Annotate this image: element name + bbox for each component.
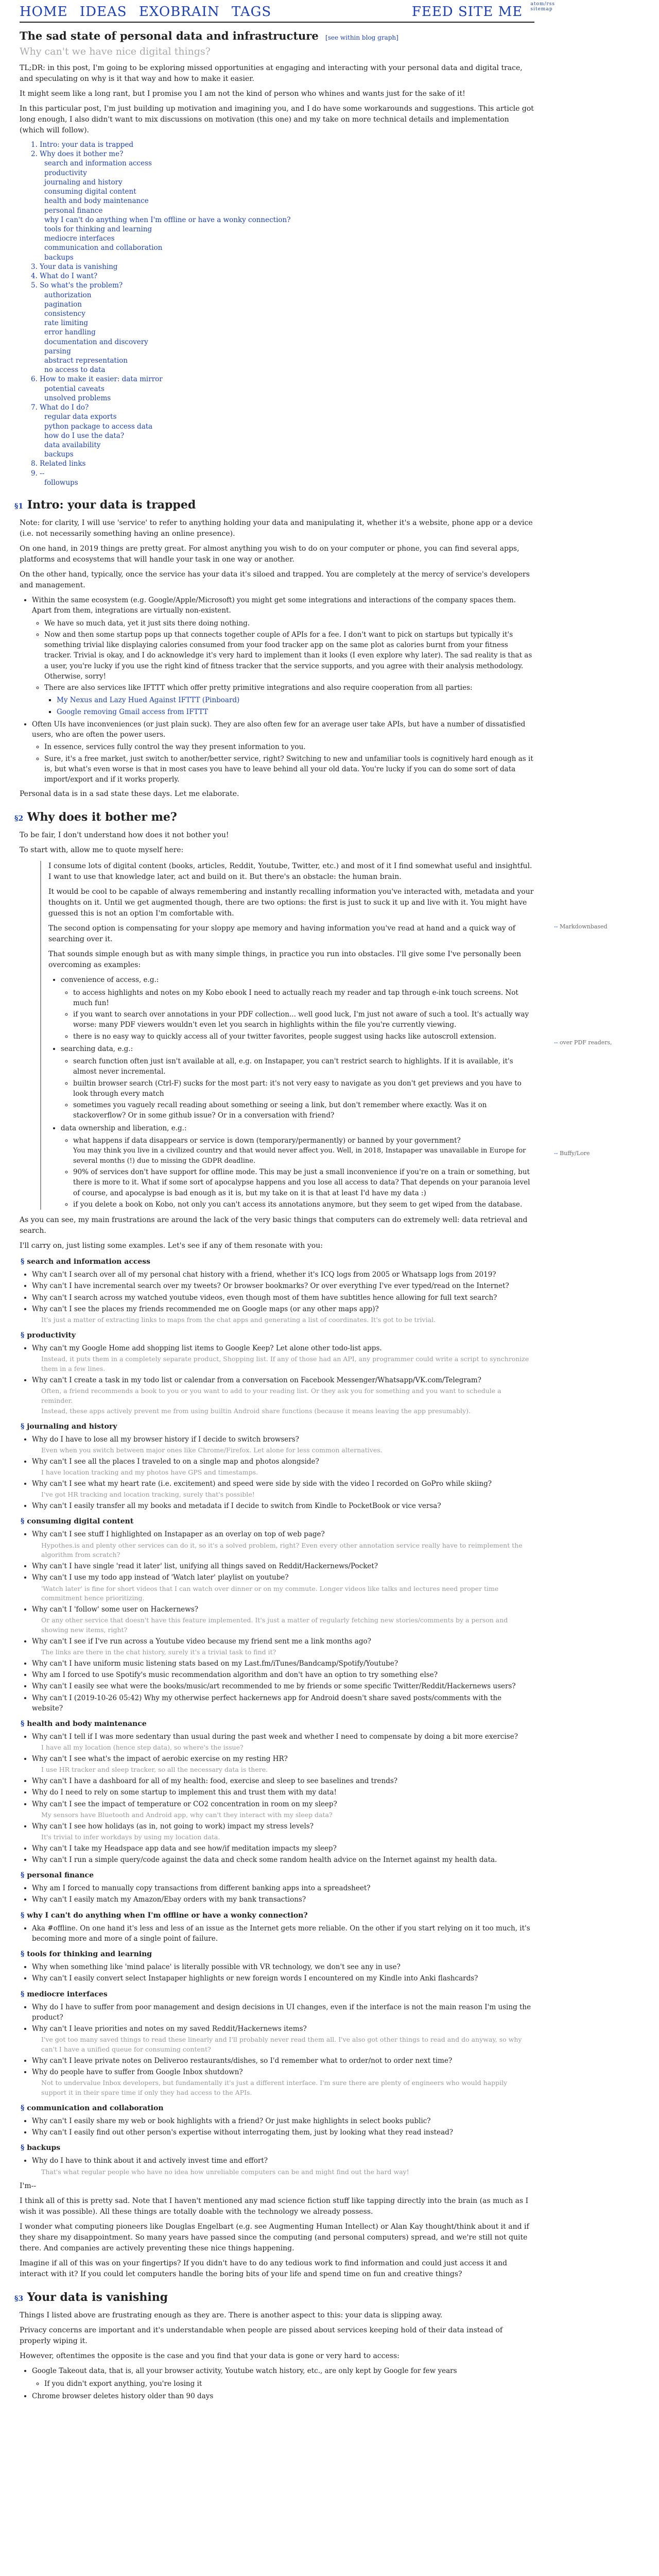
group-anchor-icon[interactable]: § xyxy=(21,1990,27,1998)
page-subtitle: Why can't we have nice digital things? xyxy=(20,45,211,57)
list-item: • Why am I forced to manually copy transactions from different banking apps into a spreadsheet? xyxy=(32,1883,534,1893)
toc-item[interactable]: consuming digital content xyxy=(44,188,136,196)
toc-item[interactable]: regular data exports xyxy=(44,413,117,421)
group-anchor-icon[interactable]: § xyxy=(21,1422,27,1431)
group-heading xyxy=(21,2143,534,2154)
group-title: why I can't do anything when I'm offline or have a wonky connection? xyxy=(27,1911,308,1920)
group-list xyxy=(20,1343,534,1416)
toc-item[interactable]: 8. Related links xyxy=(31,460,86,468)
s1-list xyxy=(20,595,534,785)
list-item: • Why can't I see what my heart rate (i.e. excitement) and speed were side by side with the video I recorded on GoPro while skiing? xyxy=(32,1479,534,1489)
item-text: what happens if data disappears or service is down (temporary/permanently) or banned by your government? xyxy=(73,1136,461,1145)
list-item: ◦ In essence, services fully control the way they present information to you. xyxy=(44,742,534,752)
toc-item[interactable]: python package to access data xyxy=(44,422,153,431)
list-item: • Why can't I take my Headspace app data and see how/if meditation impacts my sleep? xyxy=(32,1843,534,1854)
list-item: • Why can't I search across my watched youtube videos, even though most of them have subtitles hence allowing for full text search? xyxy=(32,1293,534,1303)
list-item: ◦ if you want to search over annotations in your PDF collection... well good luck, I'm just not aware of such a tool. It's actually way worse: many PDF viewers wouldn't even let you search in highlights within the file you're currently viewing. xyxy=(73,1009,534,1030)
sitemap-link[interactable]: sitemap xyxy=(530,6,553,12)
list-item: • Why when something like 'mind palace' is literally possible with VR technology, we don't see any in use? xyxy=(32,1962,534,1972)
toc-item[interactable]: 1. Intro: your data is trapped xyxy=(31,141,134,149)
toc-item[interactable]: 9. -- xyxy=(31,469,45,478)
toc-item[interactable]: 3. Your data is vanishing xyxy=(31,262,118,271)
toc-item[interactable]: 4. What do I want? xyxy=(31,272,98,281)
list-item xyxy=(44,683,534,717)
nav-feed[interactable]: FEED xyxy=(411,4,454,20)
section-title: Why does it bother me? xyxy=(27,810,177,824)
group-anchor-icon[interactable]: § xyxy=(21,2104,27,2112)
note-dash: -- xyxy=(554,1039,560,1046)
list-item: • Why can't I see stuff I highlighted on Instapaper as an overlay on top of web page? xyxy=(32,1529,534,1539)
feed-mini-links xyxy=(530,2,555,12)
group-title: tools for thinking and learning xyxy=(27,1950,152,1959)
margin-note xyxy=(554,1149,657,1158)
list-item: • Why can't I run a simple query/code against the data and check some random health advice on the Internet against my health data. xyxy=(32,1855,534,1865)
list-item: • Why can't I leave private notes on Deliveroo restaurants/dishes, so I'd remember what to order/not to order next time? xyxy=(32,2056,534,2066)
list-item xyxy=(61,1123,534,1210)
nav-site[interactable]: SITE xyxy=(458,4,494,20)
list-item: • Why can't I (2019-10-26 05:42) Why my otherwise perfect hackernews app for Android doesn't share saved posts/comments with the website? xyxy=(32,1693,534,1714)
list-item: • Why can't I leave priorities and notes on my saved Reddit/Hackernews items? xyxy=(32,2024,534,2034)
group-heading xyxy=(21,1421,534,1432)
page-title-text: The sad state of personal data and infrastructure xyxy=(20,29,319,42)
intro-paragraph-1: It might seem like a long rant, but I promise you I am not the kind of person who whines and wants just for the sake of it! xyxy=(20,90,465,98)
group-heading xyxy=(21,1330,534,1341)
page-title xyxy=(20,28,534,44)
group-list xyxy=(20,2156,534,2177)
list-item: • Why can't I tell if I was more sedentary than usual during the past week and whether I need to compensate by doing a bit more exercise? xyxy=(32,1732,534,1742)
list-item: It's trivial to infer workdays by using my location data. xyxy=(41,1833,220,1841)
list-item: • Why can't I 'follow' some user on Hackernews? xyxy=(32,1604,534,1615)
list-item: • Why can't I easily transfer all my books and metadata if I decide to switch from Kindle to PocketBook or vice versa? xyxy=(32,1501,534,1511)
list-item: I have location tracking and my photos have GPS and timestamps. xyxy=(41,1468,258,1477)
toc-item[interactable]: potential caveats xyxy=(44,384,105,393)
toc-item[interactable]: backups xyxy=(44,253,74,262)
section-number: §2 xyxy=(14,815,24,823)
group-anchor-icon[interactable]: § xyxy=(21,1517,27,1526)
quote-paragraph: I consume lots of digital content (books, articles, Reddit, Youtube, Twitter, etc.) and most of it I find somewhat useful and insightful. I want to use that knowledge later, act and build on it. But there's an obstacle: the human brain. xyxy=(48,862,532,882)
section-number: §1 xyxy=(14,502,24,511)
list-item: • Why can't I use my todo app instead of 'Watch later' playlist on youtube? xyxy=(32,1572,534,1583)
group-title: consuming digital content xyxy=(27,1517,134,1526)
list-item xyxy=(73,1136,534,1166)
group-title: backups xyxy=(27,2144,61,2153)
blog-graph-link[interactable]: [see within blog graph] xyxy=(325,34,398,41)
list-heading: convenience of access, e.g.: xyxy=(61,976,159,985)
group-title: productivity xyxy=(27,1331,76,1340)
margin-note xyxy=(554,1039,657,1047)
quote-list xyxy=(48,975,534,1210)
item-text: Google Takeout data, that is, all your browser activity, Youtube watch history, etc., are only kept by Google for few years xyxy=(32,2367,457,2376)
list-item: • Why can't I have single 'read it later' list, unifying all things saved on Reddit/Hackernews/Pocket? xyxy=(32,1561,534,1571)
group-anchor-icon[interactable]: § xyxy=(21,1871,27,1880)
list-heading: searching data, e.g.: xyxy=(61,1044,133,1053)
toc-item[interactable]: authorization xyxy=(44,291,92,299)
self-quote xyxy=(40,861,612,1210)
list-item: I've got HR tracking and location tracking, surely that's possible! xyxy=(41,1490,255,1499)
group-title: health and body maintenance xyxy=(27,1720,147,1728)
list-item: • Why can't I see the places my friends recommended me on Google maps (or any other maps app)? xyxy=(32,1304,534,1314)
quote-paragraph: It would be cool to be capable of always remembering and instantly recalling information you've interacted with, metadata and your thoughts on it. Until we get augmented though, there are two options: the first is just to suck it up and live with it. You might have guessed this is not an option I'm comfortable with. xyxy=(48,888,534,918)
toc-item[interactable]: health and body maintenance xyxy=(44,197,149,206)
list-item: ◦ Sure, it's a free market, just switch to another/better service, right? Switching to new and unfamiliar tools is cognitively hard enough as it is, but what's even worse is that in most cases you have to leave behind all your old data. You're lucky if you can do some sort of data import/export and if it works properly. xyxy=(44,754,534,785)
nav-tags[interactable]: TAGS xyxy=(231,4,272,20)
list-item: Not to undervalue Inbox developers, but fundamentally it's just a different interface. I'm sure there are plenty of engineers who would happily support it in their spare time if only they had access to the APIs. xyxy=(41,2079,508,2097)
list-item: My sensors have Bluetooth and Android app, why can't they interact with my sleep data? xyxy=(41,1810,333,1819)
list-item: ◦ there is no easy way to quickly access all of your twitter favorites, people suggest using hacks like autoscroll extension. xyxy=(73,1031,534,1042)
s1-paragraph: On the other hand, typically, once the service has your data it's siloed and trapped. You are completely at the mercy of service's developers and management. xyxy=(20,570,530,590)
toc-item[interactable]: mediocre interfaces xyxy=(44,234,115,243)
toc-item[interactable]: why I can't do anything when I'm offline or have a wonky connection? xyxy=(44,215,291,224)
section-title: Intro: your data is trapped xyxy=(27,498,196,512)
group-list xyxy=(20,2002,534,2098)
toc-item[interactable]: productivity xyxy=(44,168,87,177)
s2-end-paragraph: I wonder what computing pioneers like Douglas Engelbart (e.g. see Augmenting Human Intellect) or Alan Kay thought/think about it and if they share my disappointment. So many years have passed since the computing (and personal computers) spread, and we're still not quite there. And companies are actively preventing these nice things happening. xyxy=(20,2223,529,2253)
section-1-heading xyxy=(14,497,534,514)
list-item: • Why can't I see what's the impact of aerobic exercise on my resting HR? xyxy=(32,1754,534,1764)
group-heading xyxy=(21,1719,534,1730)
note-text: Buffy/Lore xyxy=(559,1150,590,1157)
s3-list xyxy=(20,2366,534,2401)
list-item: ◦ if you delete a book on Kobo, not only you can't access its annotations anymore, but they seem to get wiped from the database. xyxy=(73,1199,534,1210)
section-3-heading xyxy=(14,2289,534,2306)
nav-me[interactable]: ME xyxy=(498,4,523,20)
list-item: • Why can't my Google Home add shopping list items to Google Keep? Let alone other todo-list apps. xyxy=(32,1343,534,1353)
list-item: Often, a friend recommends a book to you or you want to add to your reading list. Or they ask you for something and you want to schedule a reminder. xyxy=(41,1386,501,1404)
toc-item[interactable]: journaling and history xyxy=(44,178,123,187)
toc-item[interactable]: how do I use the data? xyxy=(44,431,125,440)
list-item xyxy=(57,695,534,705)
list-item: • Why can't I search over all of my personal chat history with a friend, whether it's ICQ logs from 2005 or Whatsapp logs from 2019? xyxy=(32,1269,534,1280)
toc-item[interactable]: no access to data xyxy=(44,366,106,375)
toc-item[interactable]: tools for thinking and learning xyxy=(44,225,152,233)
toc-item[interactable]: data availability xyxy=(44,441,101,449)
list-heading: data ownership and liberation, e.g.: xyxy=(61,1124,187,1132)
list-item xyxy=(61,1044,534,1121)
list-item: • Why do people have to suffer from Google Inbox shutdown? xyxy=(32,2067,534,2077)
list-item: • Why can't I easily match my Amazon/Ebay orders with my bank transactions? xyxy=(32,1894,534,1905)
list-item: • Why can't I see how holidays (as in, not going to work) impact my stress levels? xyxy=(32,1821,534,1832)
group-heading xyxy=(21,1870,534,1881)
list-item: • Why do I need to rely on some startup to implement this and trust them with my data! xyxy=(32,1787,534,1798)
group-list xyxy=(20,1732,534,1865)
list-item: That's what regular people who have no idea how unreliable computers can be and might find out the hard way! xyxy=(41,2167,409,2176)
list-item: • Why can't I easily see what were the books/music/art recommended to me by friends or some specific Twitter/Reddit/Hackernews users? xyxy=(32,1681,534,1691)
nav-exobrain[interactable]: EXOBRAIN xyxy=(138,4,220,20)
s3-paragraph: Things I listed above are frustrating enough as they are. There is another aspect to this: your data is slipping away. xyxy=(20,2311,443,2320)
note-text: over PDF readers, xyxy=(559,1039,612,1046)
group-anchor-icon[interactable]: § xyxy=(21,1720,27,1728)
toc-item[interactable]: communication and collaboration xyxy=(44,244,163,252)
list-item: • Why can't I have uniform music listening stats based on my Last.fm/iTunes/Bandcamp/Spotify/Youtube? xyxy=(32,1658,534,1669)
toc-item[interactable]: 2. Why does it bother me? xyxy=(31,150,124,159)
link-ifttt-pinboard[interactable]: My Nexus and Lazy Hued Against IFTTT (Pinboard) xyxy=(57,696,240,705)
s2-paragraph: To be fair, I don't understand how does it not bother you! xyxy=(20,831,229,840)
list-item xyxy=(61,975,534,1042)
group-anchor-icon[interactable]: § xyxy=(21,1911,27,1920)
group-heading xyxy=(21,1949,534,1960)
list-item: • Why can't I easily share my web or book highlights with a friend? Or just make highlights in select books public? xyxy=(32,2116,534,2126)
toc-item[interactable]: 6. How to make it easier: data mirror xyxy=(31,375,163,384)
note-dash: -- xyxy=(554,923,560,930)
margin-note xyxy=(554,923,657,931)
list-item: • Why can't I see all the places I traveled to on a single map and photos alongside? xyxy=(32,1456,534,1467)
list-item: • Why can't I easily convert select Instapaper highlights or new foreign words I encountered on my Kindle into Anki flashcards? xyxy=(32,1973,534,1984)
group-heading xyxy=(21,1989,534,2000)
list-item: • Why do I have to suffer from poor management and design decisions in UI changes, even if the interface is not the main reason I'm using the product? xyxy=(32,2002,534,2023)
intro-paragraph-2: In this particular post, I'm just building up motivation and imagining you, and I do have some workarounds and suggestions. This article got long enough, I also didn't want to mix discussions on motivation (this one) and my take on more technical details and implementation (which will follow). xyxy=(20,105,534,134)
group-title: personal finance xyxy=(27,1871,94,1880)
group-anchor-icon[interactable]: § xyxy=(21,2144,27,2153)
group-list xyxy=(20,1923,534,1944)
list-item: ◦ sometimes you vaguely recall reading about something or seeing a link, but don't remember where exactly. Was it on stackoverflow? Or in some github issue? Or in a conversation with friend? xyxy=(73,1100,534,1121)
group-title: communication and collaboration xyxy=(27,2104,164,2112)
list-item xyxy=(32,2366,534,2389)
section-title: Your data is vanishing xyxy=(27,2291,168,2304)
list-item: • Why can't I have incremental search over my tweets? Or browser bookmarks? Or over everything I've ever typed/read on the Internet? xyxy=(32,1281,534,1291)
list-item: It's just a matter of extracting links to maps from the chat apps and generating a list of coordinates. It's got to be trivial. xyxy=(41,1316,436,1324)
list-item: • Why do I have to lose all my browser history if I decide to switch browsers? xyxy=(32,1434,534,1445)
list-item: Instead, these apps actively prevent me from using builtin Android share functions (because it means leaving the app presumably). xyxy=(41,1407,471,1415)
group-list xyxy=(20,1269,534,1325)
list-item: • Why am I forced to use Spotify's music recommendation algorithm and don't have an option to try something else? xyxy=(32,1670,534,1680)
s2-paragraph: I'll carry on, just listing some examples. Let's see if any of them resonate with you: xyxy=(20,1242,323,1250)
link-ifttt-gmail[interactable]: Google removing Gmail access from IFTTT xyxy=(57,707,208,716)
list-item: • Why can't I create a task in my todo list or calendar from a conversation on Facebook Messenger/Whatsapp/VK.com/Telegram? xyxy=(32,1375,534,1385)
toc-item[interactable]: followups xyxy=(44,478,78,487)
section-number: §3 xyxy=(14,2295,24,2303)
list-item: I use HR tracker and sleep tracker, so all the necessary data is there. xyxy=(41,1766,268,1774)
list-item: Or any other service that doesn't have this feature implemented. It's just a matter of regularly fetching new stories/comments by a person and showing new items, right? xyxy=(41,1616,508,1634)
toc-item[interactable]: personal finance xyxy=(44,206,103,215)
list-item: ◦ Now and then some startup pops up that connects together couple of APIs for a fee. I don't want to pick on startups but typically it's something trivial like displaying calories consumed from your food tracker app on the same plot as calories burnt from your fitness tracker. Trivial is okay, and I do acknowledge it's very hard to implement than it looks (I even explore why later). The sad reality is that as a user, you're lucky if you use the right kind of fitness tracker that the service supports, and you agree with their analysis methodology. Otherwise, sorry! xyxy=(44,630,534,682)
toc-item[interactable]: abstract representation xyxy=(44,357,128,365)
s2-paragraph: As you can see, my main frustrations are around the lack of the very basic things that computers can do extremely well: data retrieval and search. xyxy=(20,1216,528,1235)
list-item: Even when you switch between major ones like Chrome/Firefox. Let alone for less common alternatives. xyxy=(41,1446,383,1454)
note-dash: -- xyxy=(554,1150,560,1157)
s1-closing: Personal data is in a sad state these days. Let me elaborate. xyxy=(20,790,239,799)
group-title: mediocre interfaces xyxy=(27,1990,108,1998)
list-item: • Chrome browser deletes history older than 90 days xyxy=(32,2391,534,2401)
group-title: search and information access xyxy=(27,1258,151,1266)
toc-item[interactable]: rate limiting xyxy=(44,319,89,328)
group-list xyxy=(20,2116,534,2138)
group-list xyxy=(20,1883,534,1905)
list-item: • Why can't I have a dashboard for all of my health: food, exercise and sleep to see baselines and trends? xyxy=(32,1776,534,1786)
list-item: Instead, it puts them in a completely separate product, Shopping list. If any of those had an API, any programmer could write a script to synchronize them in a few lines. xyxy=(41,1355,529,1372)
list-item: ◦ 90% of services don't have support for offline mode. This may be just a small inconvenience if you're on a train or something, but there is more to it. What if some sort of apocalypse happens and you lose all access to data? That depends on your paranoia level of course, and apocalypse is bad enough as it is, but my take on it is that at least I'd have my data :) xyxy=(73,1167,534,1198)
tldr: TL;DR: in this post, I'm going to be exploring missed opportunities at engaging and interacting with your personal data and digital trace, and speculating on why is it that way and how to make it easier. xyxy=(20,64,523,83)
s2-end-dash: I'm-- xyxy=(20,2182,37,2191)
toc-item[interactable]: unsolved problems xyxy=(44,394,111,402)
nav-ideas[interactable]: IDEAS xyxy=(79,4,127,20)
group-anchor-icon[interactable]: § xyxy=(21,1950,27,1959)
toc-item[interactable]: error handling xyxy=(44,328,96,337)
toc-item[interactable]: 7. What do I do? xyxy=(31,403,89,412)
toc-item[interactable]: parsing xyxy=(44,347,71,355)
toc-item[interactable]: documentation and discovery xyxy=(44,337,148,346)
top-nav xyxy=(20,0,555,23)
group-anchor-icon[interactable]: § xyxy=(21,1331,27,1340)
s2-end-paragraph: I think all of this is pretty sad. Note that I haven't mentioned any mad science fiction stuff like tapping directly into the brain (as much as I wish it was possible). All these things are totally doable with the technology we already possess. xyxy=(20,2197,529,2216)
feed-nav xyxy=(412,2,555,22)
group-list xyxy=(20,1434,534,1511)
section-2-heading xyxy=(14,809,534,826)
list-item: I have all my location (hence step data), so where's the issue? xyxy=(41,1743,244,1752)
group-heading xyxy=(21,1257,534,1267)
list-item: • Why can't I easily find out other person's expertise without interrogating them, just by looking what they read instead? xyxy=(32,2127,534,2138)
list-item: ◦ We have so much data, yet it just sits there doing nothing. xyxy=(44,618,534,629)
quote-paragraph: That sounds simple enough but as with many simple things, in practice you run into obstacles. I'll give some I've personally been overcoming as examples: xyxy=(48,950,522,970)
s2-paragraph: To start with, allow me to quote myself here: xyxy=(20,846,184,855)
s1-note: Note: for clarity, I will use 'service' to refer to anything holding your data and manipulating it, whether it's a website, phone app or a device (i.e. not necessarily something having an online presence). xyxy=(20,519,533,538)
s3-paragraph: Privacy concerns are important and it's understandable when people are pissed about services keeping hold of their data instead of properly wiping it. xyxy=(20,2326,503,2346)
list-item: ◦ If you didn't export anything, you're losing it xyxy=(44,2379,534,2389)
group-anchor-icon[interactable]: § xyxy=(21,1258,27,1266)
list-item: The links are there in the chat history, surely it's a trivial task to find it? xyxy=(41,1648,276,1656)
question-groups xyxy=(20,1257,534,2177)
list-item: • Why do I have to think about it and actively invest time and effort? xyxy=(32,2156,534,2166)
toc-item[interactable]: 5. So what's the problem? xyxy=(31,281,123,290)
list-item: I've got too many saved things to read these linearly and I'll probably never read them all. I've also got other things to read and do anyway, so why can't I have a unified queue for consuming content? xyxy=(41,2036,522,2054)
s1-b1d: There are also services like IFTTT which offer pretty primitive integrations and also require cooperation from all parties: xyxy=(44,684,473,692)
nav-home[interactable]: HOME xyxy=(20,4,68,20)
note-text: Markdownbased xyxy=(559,923,608,930)
item-note: You may think you live in a civilized country and that would never affect you. Well, in 2018, Instapaper was unavailable in Europe for several months (!) due to missing the GDPR deadline. xyxy=(73,1147,526,1165)
toc-item[interactable]: pagination xyxy=(44,300,82,309)
list-item: • Aka #offline. On one hand it's less and less of an issue as the Internet gets more reliable. On the other if you start relying on it too much, it's becoming more and more of a single point of failure. xyxy=(32,1923,534,1944)
toc-item[interactable]: backups xyxy=(44,450,74,459)
list-item xyxy=(32,719,534,785)
group-heading xyxy=(21,1910,534,1921)
s1-paragraph: On one hand, in 2019 things are pretty great. For almost anything you wish to do on your computer or phone, you can find several apps, platforms and ecosystems that will handle your task in one way or another. xyxy=(20,545,519,564)
list-item: • Why can't I see if I've run across a Youtube video because my friend sent me a link months ago? xyxy=(32,1636,534,1647)
toc-item[interactable]: search and information access xyxy=(44,159,152,168)
group-heading xyxy=(21,1516,534,1527)
group-title: journaling and history xyxy=(27,1422,117,1431)
group-list xyxy=(20,1962,534,1984)
list-item: ◦ builtin browser search (Ctrl-F) sucks for the most part: it's not very easy to navigate as you don't get previews and you have to look through every match xyxy=(73,1078,534,1099)
list-item: 'Watch later' is fine for short videos that I can watch over dinner or on my commute. Longer videos like talks and lectures need proper time commitment hence prioritizing. xyxy=(41,1584,499,1602)
list-item: ◦ search function often just isn't available at all, e.g. on Instapaper, you can't restrict search to highlights. If it is available, it's almost never incremental. xyxy=(73,1056,534,1077)
s1-b2: Often UIs have inconveniences (or just plain suck). They are also often few for an average user take APIs, but have a number of dissatisfied users, who are often the power users. xyxy=(32,720,526,739)
main-nav xyxy=(20,2,271,22)
s2-end-paragraph: Imagine if all of this was on your fingertips? If you didn't have to do any tedious work to find information and could just access it and interact with it? If you could let computers handle the boring bits of your life and spend time on fun and creative things? xyxy=(20,2259,508,2279)
quote-paragraph: The second option is compensating for your sloppy ape memory and having information you've read at hand and a quick way of searching over it. xyxy=(48,924,515,944)
s1-b1: Within the same ecosystem (e.g. Google/Apple/Microsoft) you might get some integrations and interactions of the company spaces them. Apart from them, integrations are virtually non-existent. xyxy=(32,596,516,615)
table-of-contents xyxy=(31,140,534,487)
list-item xyxy=(32,595,534,717)
atom-link[interactable]: atom/rss xyxy=(530,2,555,7)
list-item xyxy=(57,707,534,717)
list-item: • Why can't I see the impact of temperature or CO2 concentration in room on my sleep? xyxy=(32,1799,534,1809)
list-item: ◦ to access highlights and notes on my Kobo ebook I need to actually reach my reader and tap through e-ink touch screens. Not much fun! xyxy=(73,988,534,1009)
group-list xyxy=(20,1529,534,1714)
s3-paragraph: However, oftentimes the opposite is the case and you find that your data is gone or very hard to access: xyxy=(20,2352,400,2361)
list-item: Hypothes.is and plenty other services can do it, so it's a solved problem, right? Even every other annotation service really have to reimplement the algorithm from scratch? xyxy=(41,1541,523,1559)
page xyxy=(14,0,612,2401)
group-heading xyxy=(21,2103,534,2114)
toc-item[interactable]: consistency xyxy=(44,309,85,318)
